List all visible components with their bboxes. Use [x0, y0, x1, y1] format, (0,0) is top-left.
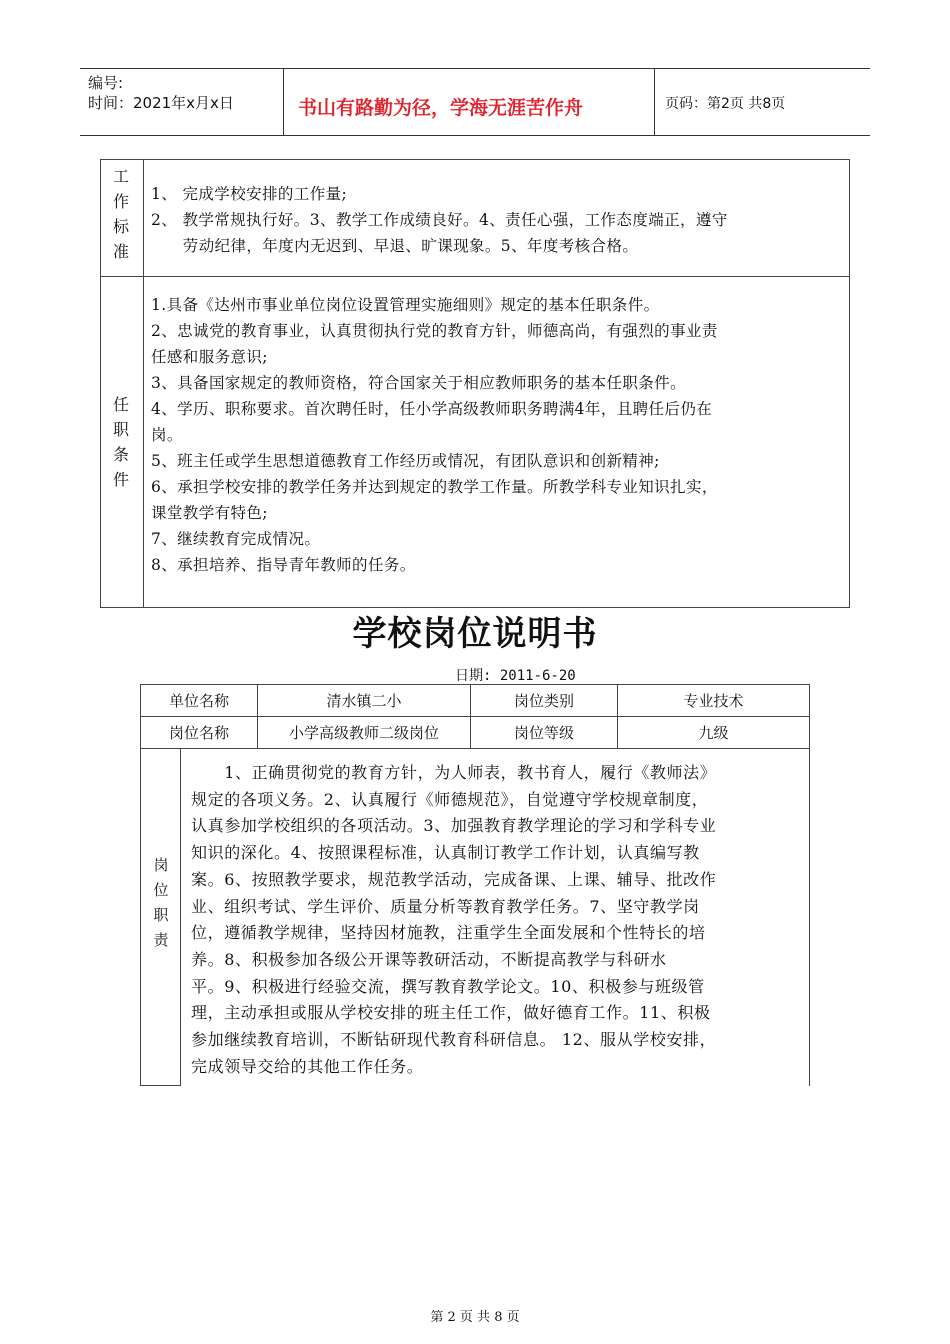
- post-name-value: 小学高级教师二级岗位: [257, 716, 471, 749]
- post-level-key: 岗位等级: [470, 716, 618, 749]
- header-bottom-rule: [80, 135, 870, 136]
- page-footer: 第 2 页 共 8 页: [430, 1310, 520, 1325]
- duty-content: 1、正确贯彻党的教育方针，为人师表，教书育人，履行《教师法》 规定的各项义务。2、认真履行《师德规范》，自觉遵守学校规章制度， 认真参加学校组织的各项活动。3、加强教育教学理论的学习和学科专业 知识的深化。4、按照课程标准，认真制订教学工作计划，认真编写教 案。6、按照教学要求，规范教学活动，完成备课、上课、辅导、批改作 业、组织考试、学生评价、质量分析等教育教学任务。7、坚守教学岗 位，遵循教学规律，坚持因材施教，注重学生全面发展和个性特长的培 养。8、积极参加各级公开课等教研活动，不断提高教学与科研水 平。9、积极进行经验交流，撰写教育教学论文。10、积极参与班级管 理，主动承担或服从学校安排的班主任工作，做好德育工作。11、积极 参加继续教育培训，不断钻研现代教育科研信息。 12、服从学校安排， 完成领导交给的其他工作任务。: [191, 763, 717, 1076]
- qualification-content: 1.具备《达州市事业单位岗位设置管理实施细则》规定的基本任职条件。 2、忠诚党的教育事业，认真贯彻执行党的教育方针，师德高尚，有强烈的事业责 任感和服务意识; 3、具备国家规定的教师资格，符合国家关于相应教师职务的基本任职条件。 4、学历、职称要求。首次聘任时，任小学高级教师职务聘满4年，且聘任后仍在 岗。 5、班主任或学生思想道德教育工作经历或情况，有团队意识和创新精神; 6、承担学校安排的教学任务并达到规定的教学工作量。所教学科专业知识扎实， 课堂教学有特色; 7、继续教育完成情况。 8、承担培养、指导青年教师的任务。: [151, 296, 718, 574]
- post-category-key: 岗位类别: [470, 684, 618, 717]
- page-number-label: 页码：第2页 共8页: [665, 96, 786, 112]
- unit-name-key: 单位名称: [140, 684, 258, 717]
- post-category-value: 专业技术: [617, 684, 810, 717]
- post-name-key: 岗位名称: [140, 716, 258, 749]
- doc-title: 学校岗位说明书: [352, 614, 598, 654]
- header-motto: 书山有路勤为径，学海无涯苦作舟: [298, 97, 584, 119]
- duty-label-bottom: [140, 1085, 181, 1086]
- time-label: 时间：2021年x月x日: [88, 94, 234, 112]
- duty-label-divider: [180, 748, 181, 1086]
- unit-name-value: 清水镇二小: [257, 684, 471, 717]
- header-divider-left: [283, 68, 284, 135]
- duty-label: 岗 位 职 责: [153, 856, 169, 949]
- serial-label: 编号:: [88, 74, 124, 92]
- post-level-value: 九级: [617, 716, 810, 749]
- duty-right-border: [809, 748, 810, 1086]
- qualification-label: 任 职 条 件: [112, 395, 129, 489]
- header-top-rule: [80, 68, 870, 69]
- duty-left-border: [140, 748, 141, 1086]
- work-standard-label: 工 作 标 准: [112, 167, 129, 261]
- work-standard-content: 1、 完成学校安排的工作量; 2、 教学常规执行好。3、教学工作成绩良好。4、责任心强，工作态度端正，遵守 劳动纪律，年度内无迟到、早退、旷课现象。5、年度考核合格。: [151, 185, 728, 255]
- header-divider-right: [654, 68, 655, 135]
- doc-date: 日期: 2011-6-20: [455, 668, 576, 684]
